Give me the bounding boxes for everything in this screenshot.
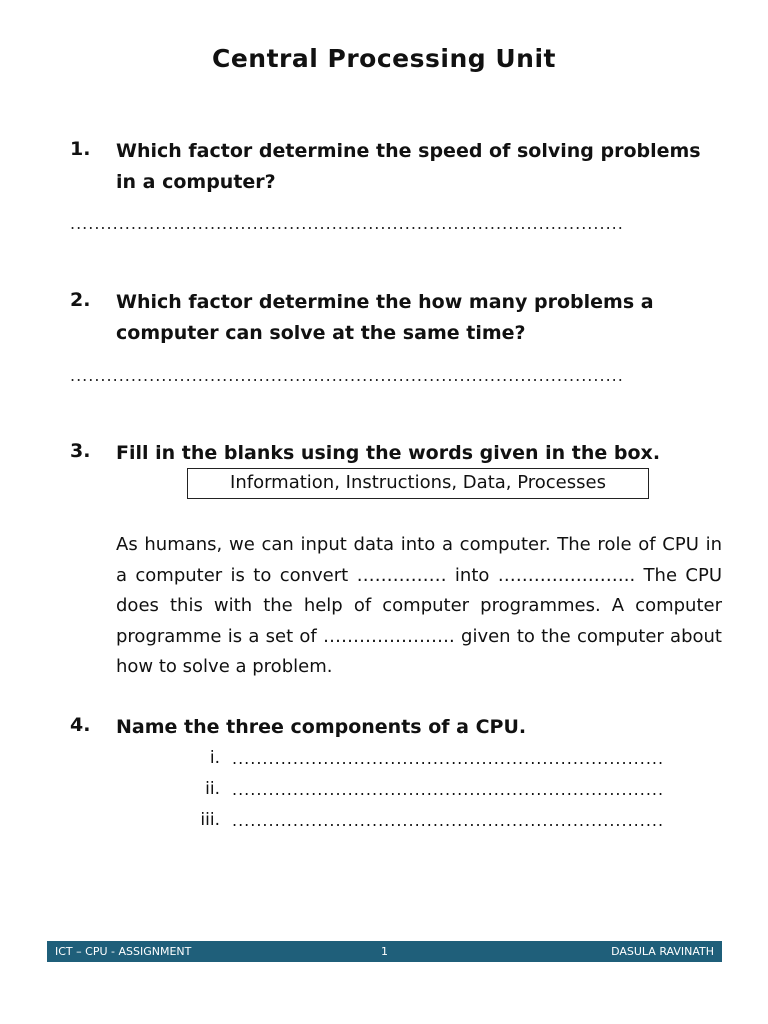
question-2-number: 2. bbox=[70, 289, 91, 311]
component-label-i: i. bbox=[209, 748, 220, 768]
component-answer-line-ii[interactable]: ....................................................................... bbox=[232, 780, 665, 799]
footer-left-text: ICT – CPU - ASSIGNMENT bbox=[55, 945, 192, 958]
component-answer-line-iii[interactable]: ....................................................................... bbox=[232, 811, 665, 830]
footer-author: DASULA RAVINATH bbox=[611, 945, 714, 958]
question-3-number: 3. bbox=[70, 440, 91, 462]
question-1-text: Which factor determine the speed of solving problems in a computer? bbox=[116, 140, 701, 193]
component-answer-line-i[interactable]: ....................................................................... bbox=[232, 749, 665, 768]
question-4-number: 4. bbox=[70, 714, 91, 736]
question-2-answer-line[interactable]: ........................................................................................... bbox=[70, 366, 624, 385]
page-title: Central Processing Unit bbox=[212, 44, 556, 73]
fill-in-paragraph: As humans, we can input data into a computer. The role of CPU in a computer is to convert …………… into ………………….. The CPU does this with the help of computer programmes. A computer programme is a set of …………………. given to the computer about how to solve a problem. bbox=[116, 534, 722, 677]
component-label-iii: iii. bbox=[200, 810, 220, 830]
component-label-ii: ii. bbox=[205, 779, 220, 799]
question-1-number: 1. bbox=[70, 138, 91, 160]
footer-page-number: 1 bbox=[381, 945, 388, 958]
question-1-answer-line[interactable]: ........................................................................................... bbox=[70, 214, 624, 233]
page-footer bbox=[47, 941, 722, 962]
question-3-text: Fill in the blanks using the words given in the box. bbox=[116, 442, 661, 464]
question-4-text: Name the three components of a CPU. bbox=[116, 716, 527, 738]
word-box: Information, Instructions, Data, Processes bbox=[187, 468, 649, 499]
question-2-text: Which factor determine the how many problems a computer can solve at the same time? bbox=[116, 291, 654, 344]
